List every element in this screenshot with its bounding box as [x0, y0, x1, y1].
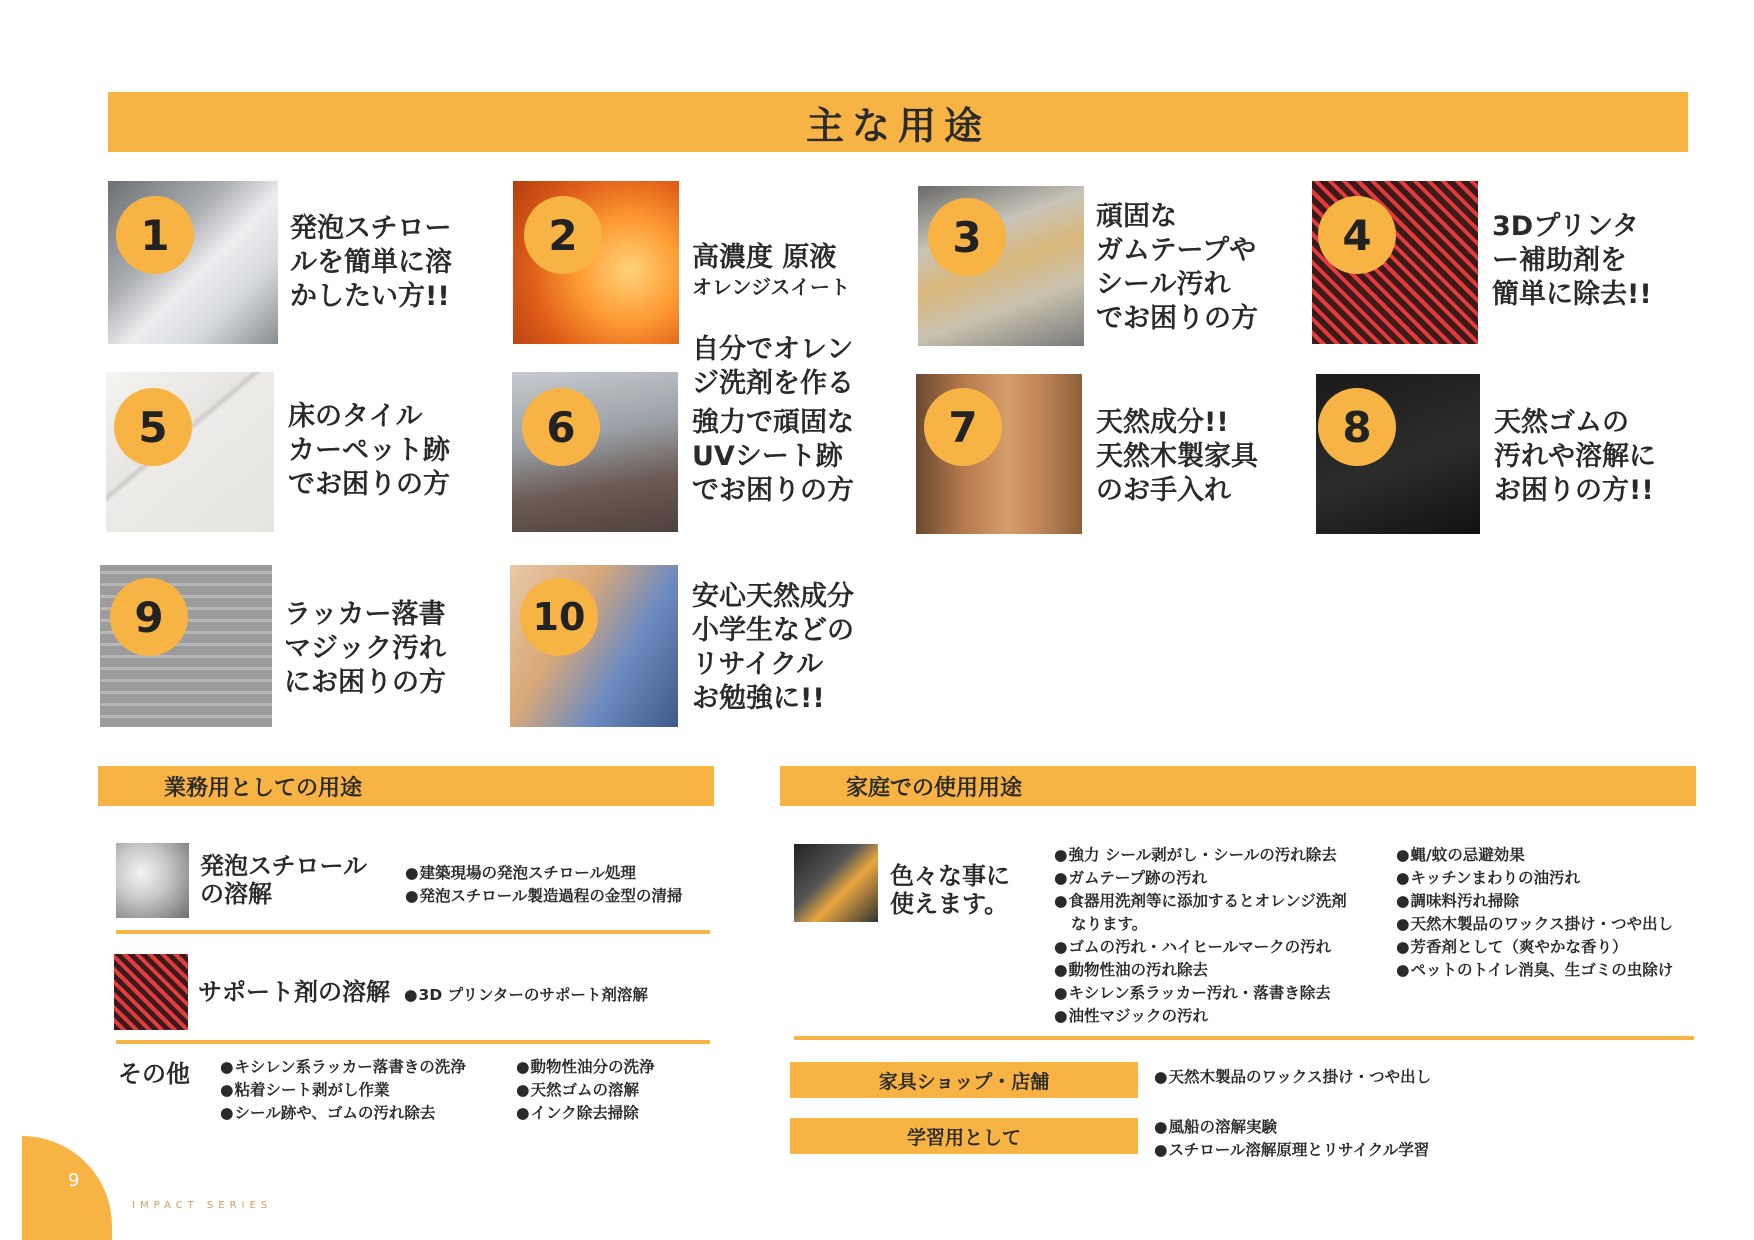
business-other-bullet: ● インク除去掃除 — [516, 1102, 655, 1125]
usage-text-4: 3Dプリンタ ー補助剤を 簡単に除去!! — [1492, 211, 1652, 310]
home-bullet: ● 芳香剤として（爽やかな香り） — [1396, 936, 1673, 959]
business-section-banner — [98, 766, 714, 806]
usage-text-3: 頑固な ガムテープや シール汚れ でお困りの方 — [1096, 201, 1258, 334]
business-other-bullet: ● 動物性油分の洗浄 — [516, 1056, 655, 1079]
home-study-bullets — [1154, 1116, 1429, 1162]
home-shop-label: 家具ショップ・店舗 — [790, 1062, 1138, 1098]
business-other-col1 — [220, 1056, 466, 1125]
business-other-title: その他 — [118, 1060, 190, 1088]
usage-text-6: 強力で頑固な UVシート跡 でお困りの方 — [692, 407, 854, 506]
home-title: 色々な事に 使えます。 — [890, 862, 1010, 918]
business-item-1-bullet: ● 発泡スチロール製造過程の金型の清掃 — [405, 885, 682, 908]
business-photo-support — [114, 954, 188, 1030]
usage-number-5: 5 — [114, 388, 192, 466]
business-item-1-bullet: ● 建築現場の発泡スチロール処理 — [405, 862, 682, 885]
footer-series-name: IMPACT SERIES — [132, 1200, 273, 1211]
home-bullet: ● ゴムの汚れ・ハイヒールマークの汚れ — [1054, 936, 1347, 959]
home-bullet: ● キシレン系ラッカー汚れ・落書き除去 — [1054, 982, 1347, 1005]
usage-number-4: 4 — [1318, 196, 1396, 274]
usage-text-2-line3: 自分でオレン ジ洗剤を作る — [692, 334, 854, 399]
home-bullet: ● 強力 シール剥がし・シールの汚れ除去 — [1054, 844, 1347, 867]
usage-text-2-line1: 高濃度 原液 — [692, 242, 837, 273]
business-divider — [116, 1040, 710, 1044]
home-bullet: ● 蝿/蚊の忌避効果 — [1396, 844, 1673, 867]
home-bullet: ● ガムテープ跡の汚れ — [1054, 867, 1347, 890]
usage-number-9: 9 — [110, 578, 188, 656]
business-photo-styrofoam — [116, 843, 189, 918]
home-study-label: 学習用として — [790, 1118, 1138, 1154]
usage-number-10: 10 — [520, 578, 598, 656]
home-shop-bullet: ● 天然木製品のワックス掛け・つや出し — [1154, 1066, 1431, 1089]
home-bullet: ● ペットのトイレ消臭、生ゴミの虫除け — [1396, 959, 1673, 982]
page-title: 主な用途 — [805, 103, 990, 148]
home-section-heading: 家庭での使用用途 — [846, 775, 1023, 801]
usage-number-8: 8 — [1318, 388, 1396, 466]
home-col1 — [1054, 844, 1347, 1028]
business-other-col2 — [516, 1056, 655, 1125]
home-bullet: ● キッチンまわりの油汚れ — [1396, 867, 1673, 890]
usage-number-3: 3 — [928, 198, 1006, 276]
usage-number-7: 7 — [924, 388, 1002, 466]
usage-text-7: 天然成分!! 天然木製家具 のお手入れ — [1096, 407, 1258, 506]
home-bullet: ● 食器用洗剤等に添加するとオレンジ洗剤 — [1054, 890, 1347, 913]
usage-number-6: 6 — [522, 388, 600, 466]
home-study-bullet: ● 風船の溶解実験 — [1154, 1116, 1429, 1139]
home-shop-bullets — [1154, 1066, 1431, 1089]
home-section-banner — [780, 766, 1696, 806]
home-photo — [794, 844, 878, 922]
business-other-bullet: ● キシレン系ラッカー落書きの洗浄 — [220, 1056, 466, 1079]
usage-text-2-line2: オレンジスイート — [692, 275, 850, 299]
usage-text-2 — [692, 207, 854, 401]
home-bullet-continuation: なります。 — [1071, 915, 1148, 933]
main-title-banner — [108, 92, 1688, 152]
home-study-bullet: ● スチロール溶解原理とリサイクル学習 — [1154, 1139, 1429, 1162]
home-bullet: ● 天然木製品のワックス掛け・つや出し — [1396, 913, 1673, 936]
usage-text-1: 発泡スチロー ルを簡単に溶 かしたい方!! — [290, 213, 452, 312]
business-other-bullet: ● シール跡や、ゴムの汚れ除去 — [220, 1102, 466, 1125]
home-bullet: ● 動物性油の汚れ除去 — [1054, 959, 1347, 982]
usage-text-5: 床のタイル カーペット跡 でお困りの方 — [288, 401, 450, 500]
business-item-2-bullet: ● 3D プリンターのサポート剤溶解 — [404, 984, 648, 1007]
usage-text-8: 天然ゴムの 汚れや溶解に お困りの方!! — [1494, 407, 1656, 506]
business-divider — [116, 930, 710, 934]
business-section-heading: 業務用としての用途 — [164, 775, 363, 801]
page-number: 9 — [68, 1170, 80, 1191]
business-other-bullet: ● 天然ゴムの溶解 — [516, 1079, 655, 1102]
business-item-1-title: 発泡スチロール の溶解 — [200, 852, 368, 908]
usage-number-1: 1 — [116, 196, 194, 274]
business-item-1-bullets — [405, 862, 682, 908]
home-col2 — [1396, 844, 1673, 982]
page-number-tab — [22, 1136, 112, 1240]
home-bullet: ● 調味料汚れ掃除 — [1396, 890, 1673, 913]
usage-number-2: 2 — [524, 196, 602, 274]
usage-text-10: 安心天然成分 小学生などの リサイクル お勉強に!! — [692, 581, 854, 714]
usage-text-9: ラッカー落書 マジック汚れ にお困りの方 — [284, 599, 446, 698]
business-item-2-title: サポート剤の溶解 — [198, 978, 390, 1006]
home-bullet: ● 油性マジックの汚れ — [1054, 1005, 1347, 1028]
business-other-bullet: ● 粘着シート剥がし作業 — [220, 1079, 466, 1102]
business-item-2-bullets — [404, 984, 648, 1007]
home-divider — [794, 1036, 1694, 1040]
